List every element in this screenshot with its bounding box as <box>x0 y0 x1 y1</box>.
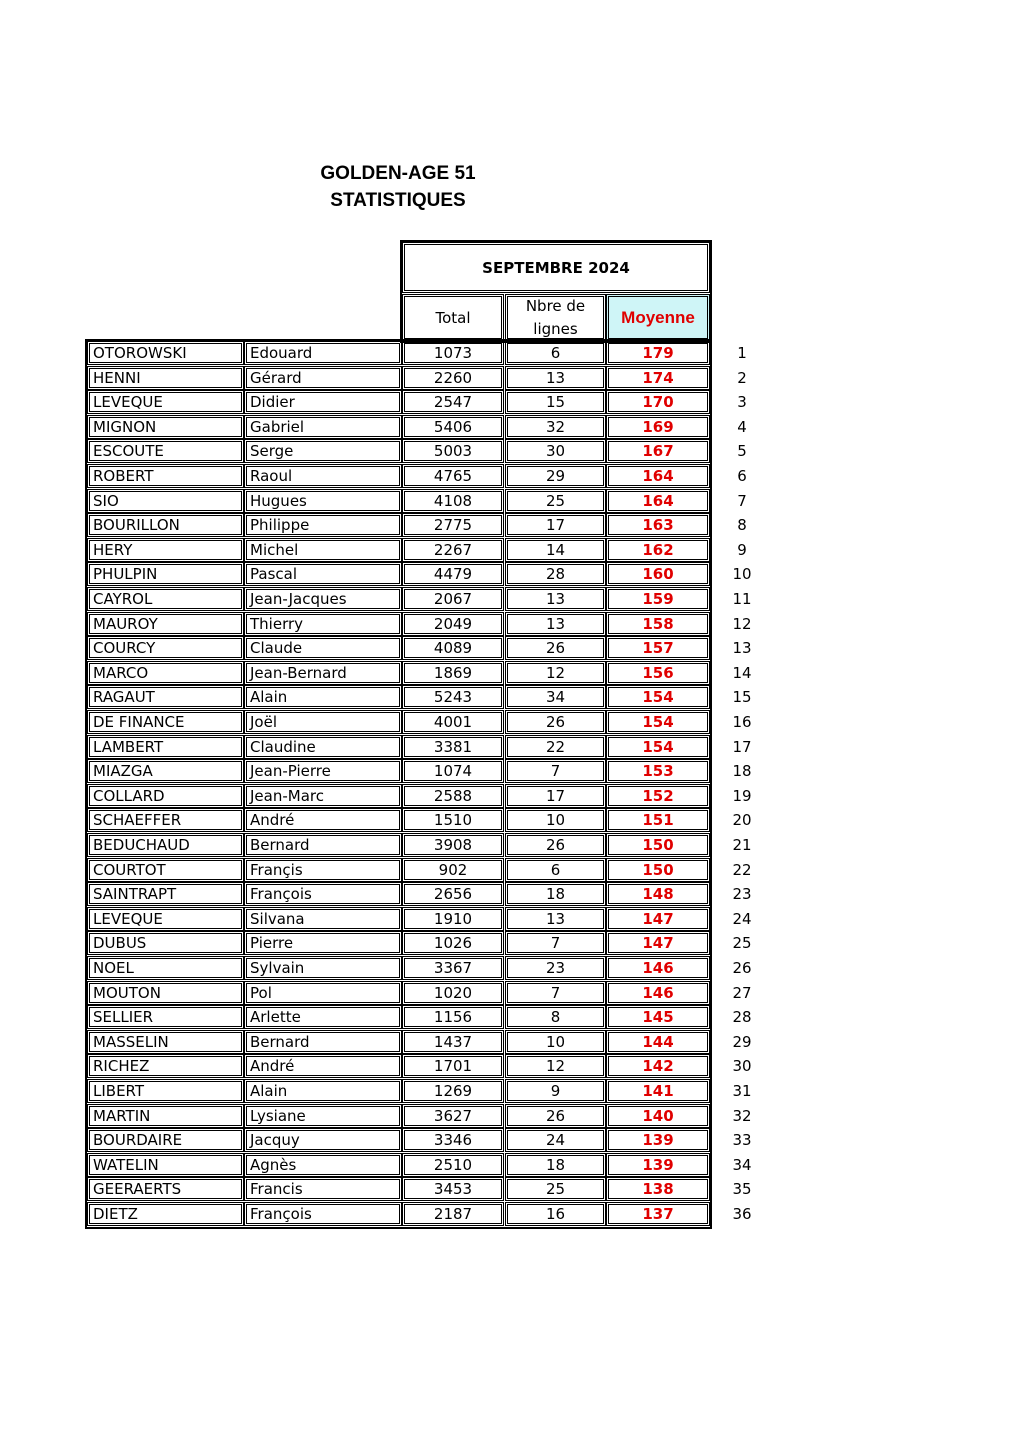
average-cell: 157 <box>606 636 710 660</box>
average-cell: 174 <box>606 366 710 390</box>
lines-cell: 17 <box>505 784 606 808</box>
first-name-cell: Lysiane <box>244 1104 402 1128</box>
rank-number: 22 <box>732 861 752 879</box>
average-cell: 154 <box>606 685 710 709</box>
first-name-cell: Philippe <box>244 513 402 537</box>
last-name-cell: ESCOUTE <box>87 439 244 463</box>
rank-number: 2 <box>737 369 747 387</box>
first-name-cell: Claude <box>244 636 402 660</box>
last-name-cell: MOUTON <box>87 981 244 1005</box>
total-cell: 1074 <box>402 759 504 783</box>
rank-number: 1 <box>737 344 747 362</box>
lines-cell: 34 <box>505 685 606 709</box>
lines-cell: 17 <box>505 513 606 537</box>
rank-number: 18 <box>732 762 752 780</box>
average-cell: 141 <box>606 1079 710 1103</box>
average-cell: 153 <box>606 759 710 783</box>
lines-cell: 8 <box>505 1005 606 1029</box>
average-cell: 147 <box>606 907 710 931</box>
first-name-cell: Jean-Jacques <box>244 587 402 611</box>
total-cell: 1437 <box>402 1030 504 1054</box>
last-name-cell: RAGAUT <box>87 685 244 709</box>
rank-number: 14 <box>732 664 752 682</box>
average-cell: 154 <box>606 735 710 759</box>
rank-number: 21 <box>732 836 752 854</box>
lines-cell: 23 <box>505 956 606 980</box>
first-name-cell: Silvana <box>244 907 402 931</box>
average-cell: 158 <box>606 612 710 636</box>
last-name-cell: MAUROY <box>87 612 244 636</box>
average-cell: 159 <box>606 587 710 611</box>
last-name-cell: LIBERT <box>87 1079 244 1103</box>
lines-cell: 18 <box>505 882 606 906</box>
first-name-cell: Edouard <box>244 341 402 365</box>
average-cell: 142 <box>606 1054 710 1078</box>
total-cell: 1701 <box>402 1054 504 1078</box>
rank-number: 28 <box>732 1008 752 1026</box>
first-name-cell: André <box>244 808 402 832</box>
first-name-cell: Bernard <box>244 1030 402 1054</box>
lines-cell: 25 <box>505 489 606 513</box>
first-name-cell: François <box>244 882 402 906</box>
first-name-cell: Jean-Pierre <box>244 759 402 783</box>
average-cell: 150 <box>606 833 710 857</box>
total-cell: 902 <box>402 858 504 882</box>
lines-cell: 7 <box>505 981 606 1005</box>
last-name-cell: MASSELIN <box>87 1030 244 1054</box>
rank-number: 10 <box>732 565 752 583</box>
average-cell: 152 <box>606 784 710 808</box>
rank-number: 23 <box>732 885 752 903</box>
average-cell: 150 <box>606 858 710 882</box>
first-name-cell: Serge <box>244 439 402 463</box>
average-cell: 151 <box>606 808 710 832</box>
column-header-lines-line-2: lignes <box>533 319 578 338</box>
month-header: SEPTEMBRE 2024 <box>402 242 710 293</box>
total-cell: 4089 <box>402 636 504 660</box>
last-name-cell: MARCO <box>87 661 244 685</box>
total-cell: 1026 <box>402 931 504 955</box>
average-cell: 148 <box>606 882 710 906</box>
average-cell: 144 <box>606 1030 710 1054</box>
total-cell: 3908 <box>402 833 504 857</box>
lines-cell: 28 <box>505 562 606 586</box>
rank-number: 29 <box>732 1033 752 1051</box>
rank-number: 35 <box>732 1180 752 1198</box>
average-cell: 154 <box>606 710 710 734</box>
last-name-cell: SCHAEFFER <box>87 808 244 832</box>
lines-cell: 18 <box>505 1153 606 1177</box>
last-name-cell: LEVEQUE <box>87 390 244 414</box>
last-name-cell: HERY <box>87 538 244 562</box>
first-name-cell: Françis <box>244 858 402 882</box>
lines-cell: 15 <box>505 390 606 414</box>
lines-cell: 13 <box>505 587 606 611</box>
title-line-1: GOLDEN-AGE 51 <box>320 163 476 184</box>
rank-number: 5 <box>737 442 747 460</box>
lines-cell: 16 <box>505 1202 606 1226</box>
total-cell: 4001 <box>402 710 504 734</box>
last-name-cell: NOEL <box>87 956 244 980</box>
first-name-cell: Gérard <box>244 366 402 390</box>
lines-cell: 12 <box>505 1054 606 1078</box>
column-header-average: Moyenne <box>606 294 710 341</box>
last-name-cell: LAMBERT <box>87 735 244 759</box>
rank-number: 20 <box>732 811 752 829</box>
first-name-cell: Gabriel <box>244 415 402 439</box>
last-name-cell: SAINTRAPT <box>87 882 244 906</box>
first-name-cell: André <box>244 1054 402 1078</box>
rank-number: 36 <box>732 1205 752 1223</box>
rank-number: 15 <box>732 688 752 706</box>
rank-number: 24 <box>732 910 752 928</box>
last-name-cell: WATELIN <box>87 1153 244 1177</box>
rank-number: 13 <box>732 639 752 657</box>
lines-cell: 7 <box>505 759 606 783</box>
total-cell: 5243 <box>402 685 504 709</box>
average-cell: 139 <box>606 1153 710 1177</box>
total-cell: 3453 <box>402 1177 504 1201</box>
last-name-cell: COURTOT <box>87 858 244 882</box>
rank-number: 26 <box>732 959 752 977</box>
average-cell: 139 <box>606 1128 710 1152</box>
rank-number: 25 <box>732 934 752 952</box>
last-name-cell: DIETZ <box>87 1202 244 1226</box>
total-cell: 3381 <box>402 735 504 759</box>
rank-number: 31 <box>732 1082 752 1100</box>
first-name-cell: Arlette <box>244 1005 402 1029</box>
lines-cell: 26 <box>505 710 606 734</box>
total-cell: 1156 <box>402 1005 504 1029</box>
average-cell: 138 <box>606 1177 710 1201</box>
rank-number: 11 <box>732 590 752 608</box>
title-line-2: STATISTIQUES <box>330 190 466 211</box>
lines-cell: 6 <box>505 858 606 882</box>
first-name-cell: Alain <box>244 1079 402 1103</box>
average-cell: 162 <box>606 538 710 562</box>
first-name-cell: Pierre <box>244 931 402 955</box>
rank-number: 27 <box>732 984 752 1002</box>
average-cell: 147 <box>606 931 710 955</box>
column-header-lines <box>505 294 606 341</box>
lines-cell: 29 <box>505 464 606 488</box>
last-name-cell: COLLARD <box>87 784 244 808</box>
lines-cell: 25 <box>505 1177 606 1201</box>
first-name-cell: Bernard <box>244 833 402 857</box>
rank-number: 33 <box>732 1131 752 1149</box>
average-cell: 164 <box>606 464 710 488</box>
last-name-cell: MARTIN <box>87 1104 244 1128</box>
first-name-cell: Alain <box>244 685 402 709</box>
lines-cell: 13 <box>505 907 606 931</box>
lines-cell: 26 <box>505 1104 606 1128</box>
average-cell: 156 <box>606 661 710 685</box>
lines-cell: 26 <box>505 833 606 857</box>
first-name-cell: Thierry <box>244 612 402 636</box>
rank-number: 6 <box>737 467 747 485</box>
first-name-cell: Jean-Bernard <box>244 661 402 685</box>
rank-number: 17 <box>732 738 752 756</box>
last-name-cell: MIGNON <box>87 415 244 439</box>
average-cell: 164 <box>606 489 710 513</box>
last-name-cell: HENNI <box>87 366 244 390</box>
first-name-cell: Sylvain <box>244 956 402 980</box>
total-cell: 3367 <box>402 956 504 980</box>
last-name-cell: RICHEZ <box>87 1054 244 1078</box>
rank-number: 34 <box>732 1156 752 1174</box>
lines-cell: 12 <box>505 661 606 685</box>
lines-cell: 13 <box>505 366 606 390</box>
rank-number: 32 <box>732 1107 752 1125</box>
total-cell: 4108 <box>402 489 504 513</box>
total-cell: 2510 <box>402 1153 504 1177</box>
last-name-cell: PHULPIN <box>87 562 244 586</box>
total-cell: 1910 <box>402 907 504 931</box>
first-name-cell: Agnès <box>244 1153 402 1177</box>
average-cell: 137 <box>606 1202 710 1226</box>
total-cell: 5003 <box>402 439 504 463</box>
total-cell: 2187 <box>402 1202 504 1226</box>
last-name-cell: BEDUCHAUD <box>87 833 244 857</box>
first-name-cell: Francis <box>244 1177 402 1201</box>
first-name-cell: François <box>244 1202 402 1226</box>
lines-cell: 32 <box>505 415 606 439</box>
last-name-cell: GEERAERTS <box>87 1177 244 1201</box>
last-name-cell: OTOROWSKI <box>87 341 244 365</box>
lines-cell: 22 <box>505 735 606 759</box>
first-name-cell: Jean-Marc <box>244 784 402 808</box>
total-cell: 2260 <box>402 366 504 390</box>
total-cell: 5406 <box>402 415 504 439</box>
first-name-cell: Jacquy <box>244 1128 402 1152</box>
total-cell: 1269 <box>402 1079 504 1103</box>
first-name-cell: Didier <box>244 390 402 414</box>
rank-number: 7 <box>737 492 747 510</box>
rank-number: 9 <box>737 541 747 559</box>
average-cell: 169 <box>606 415 710 439</box>
column-header-total: Total <box>402 294 504 341</box>
last-name-cell: DE FINANCE <box>87 710 244 734</box>
total-cell: 2775 <box>402 513 504 537</box>
rank-number: 3 <box>737 393 747 411</box>
average-cell: 160 <box>606 562 710 586</box>
total-cell: 2067 <box>402 587 504 611</box>
total-cell: 3627 <box>402 1104 504 1128</box>
rank-number: 19 <box>732 787 752 805</box>
first-name-cell: Raoul <box>244 464 402 488</box>
average-cell: 167 <box>606 439 710 463</box>
last-name-cell: SIO <box>87 489 244 513</box>
column-header-lines-line-1: Nbre de <box>525 296 586 315</box>
lines-cell: 14 <box>505 538 606 562</box>
last-name-cell: COURCY <box>87 636 244 660</box>
total-cell: 1510 <box>402 808 504 832</box>
document-title <box>300 160 496 214</box>
total-cell: 2547 <box>402 390 504 414</box>
total-cell: 1869 <box>402 661 504 685</box>
lines-cell: 10 <box>505 1030 606 1054</box>
lines-cell: 24 <box>505 1128 606 1152</box>
last-name-cell: DUBUS <box>87 931 244 955</box>
average-cell: 163 <box>606 513 710 537</box>
total-cell: 4765 <box>402 464 504 488</box>
last-name-cell: CAYROL <box>87 587 244 611</box>
first-name-cell: Michel <box>244 538 402 562</box>
rank-number: 12 <box>732 615 752 633</box>
rank-number: 4 <box>737 418 747 436</box>
last-name-cell: BOURDAIRE <box>87 1128 244 1152</box>
average-cell: 146 <box>606 956 710 980</box>
average-cell: 146 <box>606 981 710 1005</box>
last-name-cell: ROBERT <box>87 464 244 488</box>
total-cell: 1020 <box>402 981 504 1005</box>
lines-cell: 13 <box>505 612 606 636</box>
first-name-cell: Claudine <box>244 735 402 759</box>
lines-cell: 30 <box>505 439 606 463</box>
lines-cell: 6 <box>505 341 606 365</box>
total-cell: 2267 <box>402 538 504 562</box>
total-cell: 4479 <box>402 562 504 586</box>
total-cell: 2588 <box>402 784 504 808</box>
total-cell: 2049 <box>402 612 504 636</box>
average-cell: 170 <box>606 390 710 414</box>
rank-number: 16 <box>732 713 752 731</box>
average-cell: 145 <box>606 1005 710 1029</box>
first-name-cell: Hugues <box>244 489 402 513</box>
total-cell: 2656 <box>402 882 504 906</box>
lines-cell: 10 <box>505 808 606 832</box>
average-cell: 140 <box>606 1104 710 1128</box>
last-name-cell: MIAZGA <box>87 759 244 783</box>
last-name-cell: BOURILLON <box>87 513 244 537</box>
rank-number: 30 <box>732 1057 752 1075</box>
first-name-cell: Joël <box>244 710 402 734</box>
rank-number: 8 <box>737 516 747 534</box>
average-cell: 179 <box>606 341 710 365</box>
last-name-cell: SELLIER <box>87 1005 244 1029</box>
total-cell: 1073 <box>402 341 504 365</box>
total-cell: 3346 <box>402 1128 504 1152</box>
first-name-cell: Pascal <box>244 562 402 586</box>
first-name-cell: Pol <box>244 981 402 1005</box>
lines-cell: 9 <box>505 1079 606 1103</box>
last-name-cell: LEVEQUE <box>87 907 244 931</box>
lines-cell: 7 <box>505 931 606 955</box>
lines-cell: 26 <box>505 636 606 660</box>
